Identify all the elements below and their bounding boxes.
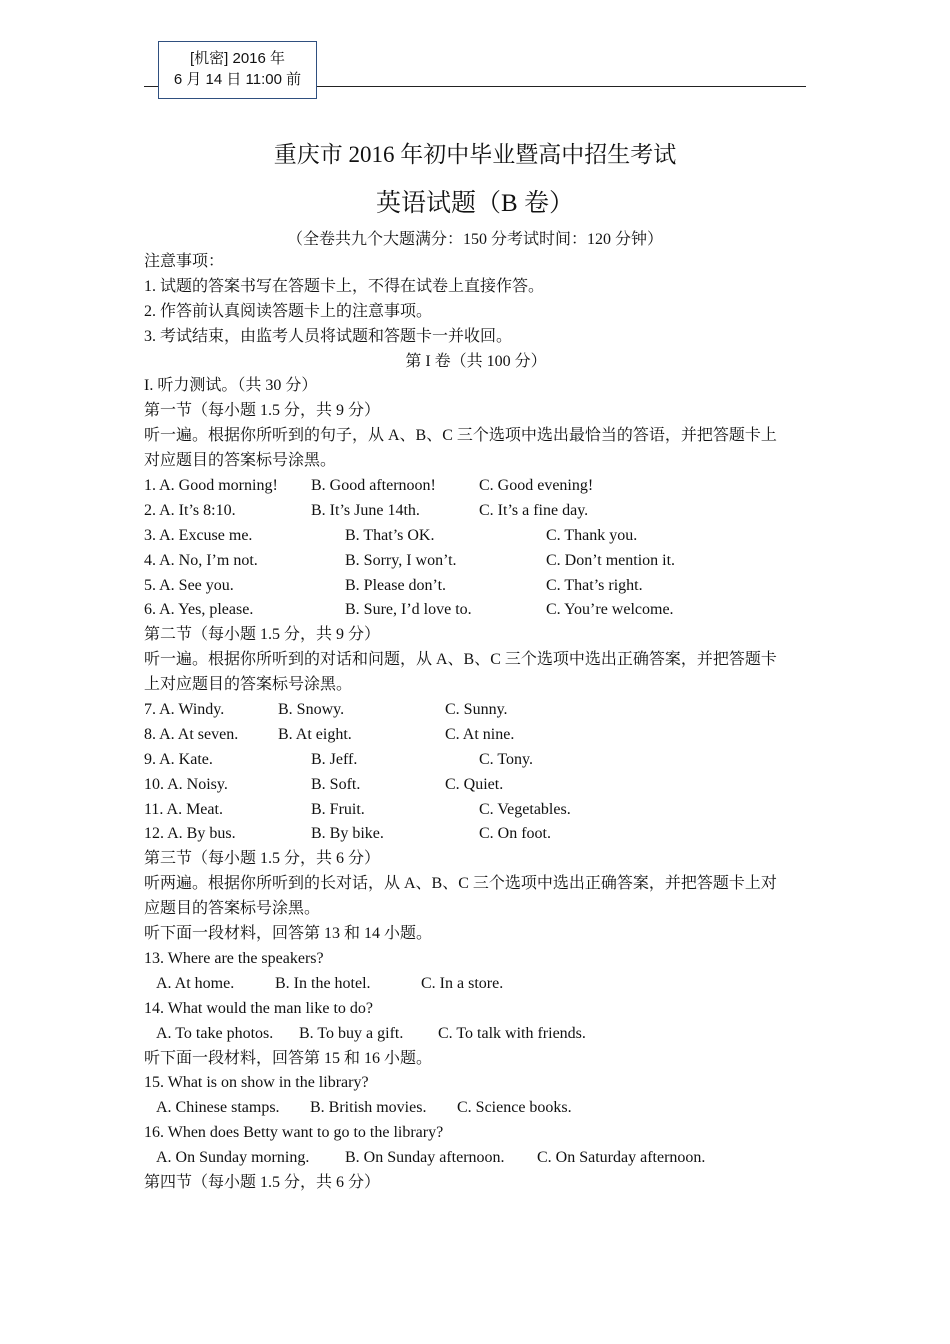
exam-subject: 英语试题（B 卷） (376, 190, 574, 217)
option-c: C. Tony. (479, 750, 533, 768)
option-a: A. To take photos. (156, 1024, 274, 1042)
option-c: C. Don’t mention it. (546, 551, 676, 569)
subsection-2-instructions-cont: 上对应题目的答案标号涂黑。 (144, 676, 353, 694)
option-c: C. Quiet. (445, 775, 504, 793)
question-row (144, 524, 808, 549)
option-b: B. British movies. (310, 1099, 427, 1117)
option-c: C. On Saturday afternoon. (537, 1149, 706, 1167)
note-item: 3. 考试结束，由监考人员将试题和答题卡一并收回。 (144, 327, 513, 345)
exam-content (144, 250, 808, 1196)
option-c: C. Sunny. (445, 701, 508, 719)
note-item: 2. 作答前认真阅读答题卡上的注意事项。 (144, 302, 433, 320)
option-b: B. Sure, I’d love to. (345, 601, 472, 619)
question-row (144, 499, 808, 524)
question-row (144, 773, 808, 798)
notes-heading: 注意事项： (144, 253, 225, 270)
question-row (144, 822, 808, 847)
option-c: C. Thank you. (546, 526, 638, 544)
option-b: B. Good afternoon! (311, 477, 436, 495)
subsection-2-title: 第二节（每小题 1.5 分，共 9 分） (144, 626, 381, 644)
subsection-1-instructions: 听一遍。根据你所听到的句子，从 A、B、C 三个选项中选出最恰当的答语，并把答题卡上 (144, 427, 777, 445)
option-b: B. Snowy. (278, 701, 345, 719)
option-a: 7. A. Windy. (144, 701, 225, 719)
question-row (144, 549, 808, 574)
option-c: C. Vegetables. (479, 800, 571, 818)
option-a: 6. A. Yes, please. (144, 601, 254, 619)
option-b: B. It’s June 14th. (311, 501, 420, 519)
question-13: 13. Where are the speakers? (144, 949, 324, 967)
question-row (144, 698, 808, 723)
option-b: B. At eight. (278, 725, 352, 743)
confidential-stamp (158, 41, 317, 99)
question-row (144, 474, 808, 499)
question-row (144, 598, 808, 623)
section-title: I. 听力测试。（共 30 分） (144, 377, 318, 395)
option-b: B. That’s OK. (345, 526, 435, 544)
exam-title: 重庆市 2016 年初中毕业暨高中招生考试 (273, 142, 677, 167)
option-a: 8. A. At seven. (144, 725, 239, 743)
option-c: C. In a store. (421, 974, 504, 992)
subsection-1-instructions-cont: 对应题目的答案标号涂黑。 (144, 452, 337, 470)
option-a: 11. A. Meat. (144, 800, 223, 818)
part-title: 第 I 卷（共 100 分） (405, 352, 547, 370)
option-b: B. On Sunday afternoon. (345, 1149, 505, 1167)
option-a: 3. A. Excuse me. (144, 526, 253, 544)
option-c: C. To talk with friends. (438, 1024, 586, 1042)
option-b: B. Soft. (311, 775, 361, 793)
note-item: 1. 试题的答案书写在答题卡上，不得在试卷上直接作答。 (144, 277, 545, 295)
option-b: B. Fruit. (311, 800, 365, 818)
subsection-1-title: 第一节（每小题 1.5 分，共 9 分） (144, 402, 381, 420)
option-b: B. Jeff. (311, 750, 358, 768)
subsection-3-instructions: 听两遍。根据你所听到的长对话，从 A、B、C 三个选项中选出正确答案，并把答题卡上对 (144, 875, 777, 893)
question-row (144, 972, 808, 997)
option-c: C. It’s a fine day. (479, 501, 589, 519)
option-a: 9. A. Kate. (144, 750, 213, 768)
option-a: A. On Sunday morning. (156, 1149, 310, 1167)
subsection-2-instructions: 听一遍。根据你所听到的对话和问题，从 A、B、C 三个选项中选出正确答案，并把答题卡 (144, 651, 777, 669)
option-b: B. To buy a gift. (299, 1024, 404, 1042)
option-a: A. At home. (156, 974, 235, 992)
question-row (144, 723, 808, 748)
exam-info: （全卷共九个大题满分：150 分考试时间：120 分钟） (286, 231, 663, 248)
option-a: 2. A. It’s 8:10. (144, 501, 236, 519)
question-row (144, 748, 808, 773)
question-row (144, 1022, 808, 1047)
option-a: A. Chinese stamps. (156, 1099, 280, 1117)
option-b: B. In the hotel. (275, 974, 371, 992)
question-16: 16. When does Betty want to go to the library? (144, 1124, 444, 1142)
question-14: 14. What would the man like to do? (144, 999, 373, 1017)
option-a: 4. A. No, I’m not. (144, 551, 258, 569)
subsection-3-title: 第三节（每小题 1.5 分，共 6 分） (144, 850, 381, 868)
subsection-4-title: 第四节（每小题 1.5 分，共 6 分） (144, 1173, 381, 1191)
question-15: 15. What is on show in the library? (144, 1074, 369, 1092)
question-row (144, 1096, 808, 1121)
material-note: 听下面一段材料，回答第 13 和 14 小题。 (144, 925, 433, 943)
option-b: B. Sorry, I won’t. (345, 551, 457, 569)
option-c: C. Good evening! (479, 477, 594, 495)
option-c: C. At nine. (445, 725, 515, 743)
option-c: C. You’re welcome. (546, 601, 674, 619)
stamp-line-1: [机密] 2016 年 (189, 50, 286, 67)
subsection-3-instructions-cont: 应题目的答案标号涂黑。 (144, 900, 321, 918)
question-row (144, 1146, 808, 1171)
option-b: B. By bike. (311, 825, 384, 843)
option-c: C. Science books. (457, 1099, 572, 1117)
stamp-line-2: 6 月 14 日 11:00 前 (173, 71, 302, 88)
option-a: 1. A. Good morning! (144, 477, 278, 495)
option-b: B. Please don’t. (345, 576, 447, 594)
option-a: 12. A. By bus. (144, 825, 236, 843)
material-note: 听下面一段材料，回答第 15 和 16 小题。 (144, 1049, 433, 1067)
question-row (144, 574, 808, 599)
option-a: 10. A. Noisy. (144, 775, 228, 793)
question-row (144, 798, 808, 823)
option-c: C. That’s right. (546, 576, 643, 594)
option-a: 5. A. See you. (144, 576, 234, 594)
option-c: C. On foot. (479, 825, 551, 843)
